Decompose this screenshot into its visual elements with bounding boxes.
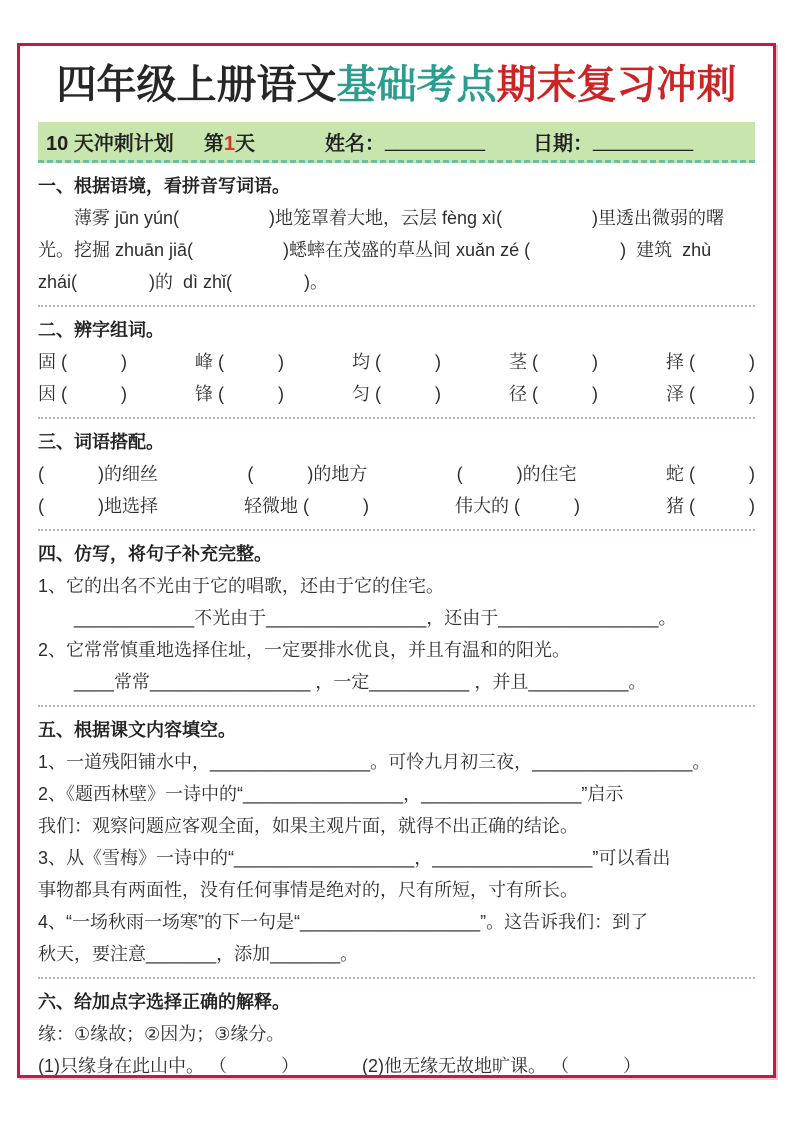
collocation-cell: 伟大的 ( ) (455, 496, 580, 516)
word-cell: 峰 ( ) (195, 352, 284, 372)
title-grade-part: 四年级上册语文 (56, 63, 337, 107)
section-separator (38, 529, 755, 531)
name-field (325, 127, 485, 156)
worksheet-line: 1、一道残阳铺水中，________________。可怜九月初三夜，________________。 (38, 752, 711, 772)
worksheet-line: 我们：观察问题应客观全面，如果主观片面，就得不出正确的结论。 (38, 816, 578, 836)
word-cell: 锋 ( ) (195, 384, 284, 404)
section-2-heading: 二、辨字组词。 (38, 320, 164, 340)
worksheet-frame (17, 43, 776, 1078)
worksheet-line: 光。挖掘 zhuān jiā( )蟋蟀在茂盛的草丛间 xuǎn zé ( ) 建筑 zhù (38, 240, 712, 260)
collocation-cell: 轻微地 ( ) (244, 496, 369, 516)
collocation-cell: ( )地选择 (38, 496, 158, 516)
plan-banner (38, 122, 755, 163)
collocation-cell: ( )的住宅 (456, 464, 577, 484)
section-3-heading: 三、词语搭配。 (38, 432, 164, 452)
date-label: 日期： (533, 132, 594, 155)
collocation-row (38, 490, 755, 522)
collocation-row (38, 458, 755, 490)
word-cell: 匀 ( ) (352, 384, 441, 404)
worksheet-line: 2、它常常慎重地选择住址，一定要排水优良，并且有温和的阳光。 (38, 640, 571, 660)
worksheet-line: 事物都具有两面性，没有任何事情是绝对的，尺有所短，寸有所长。 (38, 880, 578, 900)
worksheet-line: ____________不光由于________________，还由于________________。 (38, 608, 677, 628)
word-row (38, 378, 755, 410)
section-4-heading: 四、仿写，将句子补充完整。 (38, 544, 272, 564)
section-1-heading: 一、根据语境，看拼音写词语。 (38, 176, 290, 196)
worksheet-line: 3、从《雪梅》一诗中的“__________________，________________”可以看出 (38, 848, 671, 868)
word-row (38, 346, 755, 378)
word-cell: 径 ( ) (509, 384, 598, 404)
collocation-cell: ( )的细丝 (38, 464, 158, 484)
date-field (533, 127, 693, 156)
word-cell: 均 ( ) (352, 352, 441, 372)
section-5-heading: 五、根据课文内容填空。 (38, 720, 236, 740)
section-3-collocations (38, 426, 755, 522)
name-label: 姓名： (324, 132, 385, 155)
worksheet-line: 薄雾 jūn yún( )地笼罩着大地，云层 fèng xì( )里透出微弱的曙 (38, 208, 725, 228)
name-blank: _________ (384, 129, 486, 152)
title-basics-part: 基础考点 (336, 63, 497, 107)
day-label (204, 127, 255, 156)
worksheet-line: 缘：①缘故；②因为；③缘分。 (38, 1024, 285, 1044)
word-cell: 择 ( ) (666, 352, 755, 372)
worksheet-line: 1、它的出名不光由于它的唱歌，还由于它的住宅。 (38, 576, 445, 596)
plan-label: 10 天冲刺计划 (46, 132, 174, 155)
section-6-definitions (38, 986, 755, 1078)
worksheet-line: (1)只缘身在此山中。 （ ） (2)他无缘无故地旷课。 （ ） (38, 1056, 641, 1076)
section-separator (38, 705, 755, 707)
word-cell: 茎 ( ) (509, 352, 598, 372)
section-6-heading: 六、给加点字选择正确的解释。 (38, 992, 290, 1012)
word-cell: 固 ( ) (38, 352, 127, 372)
worksheet-line: ____常常________________ ，一定__________ ，并且__________。 (38, 672, 647, 692)
collocation-cell: 蛇 ( ) (665, 464, 755, 484)
day-suffix: 天 (234, 132, 255, 155)
worksheet-line: 4、“一场秋雨一场寒”的下一句是“__________________”。这告诉我们：到了 (38, 912, 649, 932)
date-blank: _________ (593, 129, 694, 152)
worksheet-line: 2、《题西林壁》一诗中的“________________，________________”启示 (38, 784, 624, 804)
section-separator (38, 305, 755, 307)
day-prefix: 第 (203, 132, 224, 155)
section-2-word-pairs (38, 314, 755, 410)
word-cell: 泽 ( ) (666, 384, 755, 404)
title-review-part: 期末复习冲刺 (496, 63, 737, 107)
worksheet-line: zhái( )的 dì zhǐ( )。 (38, 272, 329, 292)
collocation-cell: 猪 ( ) (666, 496, 755, 516)
section-separator (38, 977, 755, 979)
page-title (38, 62, 755, 108)
word-cell: 因 ( ) (38, 384, 127, 404)
collocation-cell: ( )的地方 (247, 464, 368, 484)
section-4-sentence-imitation (38, 538, 755, 698)
section-1-pinyin (38, 170, 755, 298)
day-number: 1 (223, 132, 235, 155)
section-separator (38, 417, 755, 419)
section-5-text-fill-in (38, 714, 755, 970)
worksheet-line: 秋天，要注意_______，添加_______。 (38, 944, 359, 964)
